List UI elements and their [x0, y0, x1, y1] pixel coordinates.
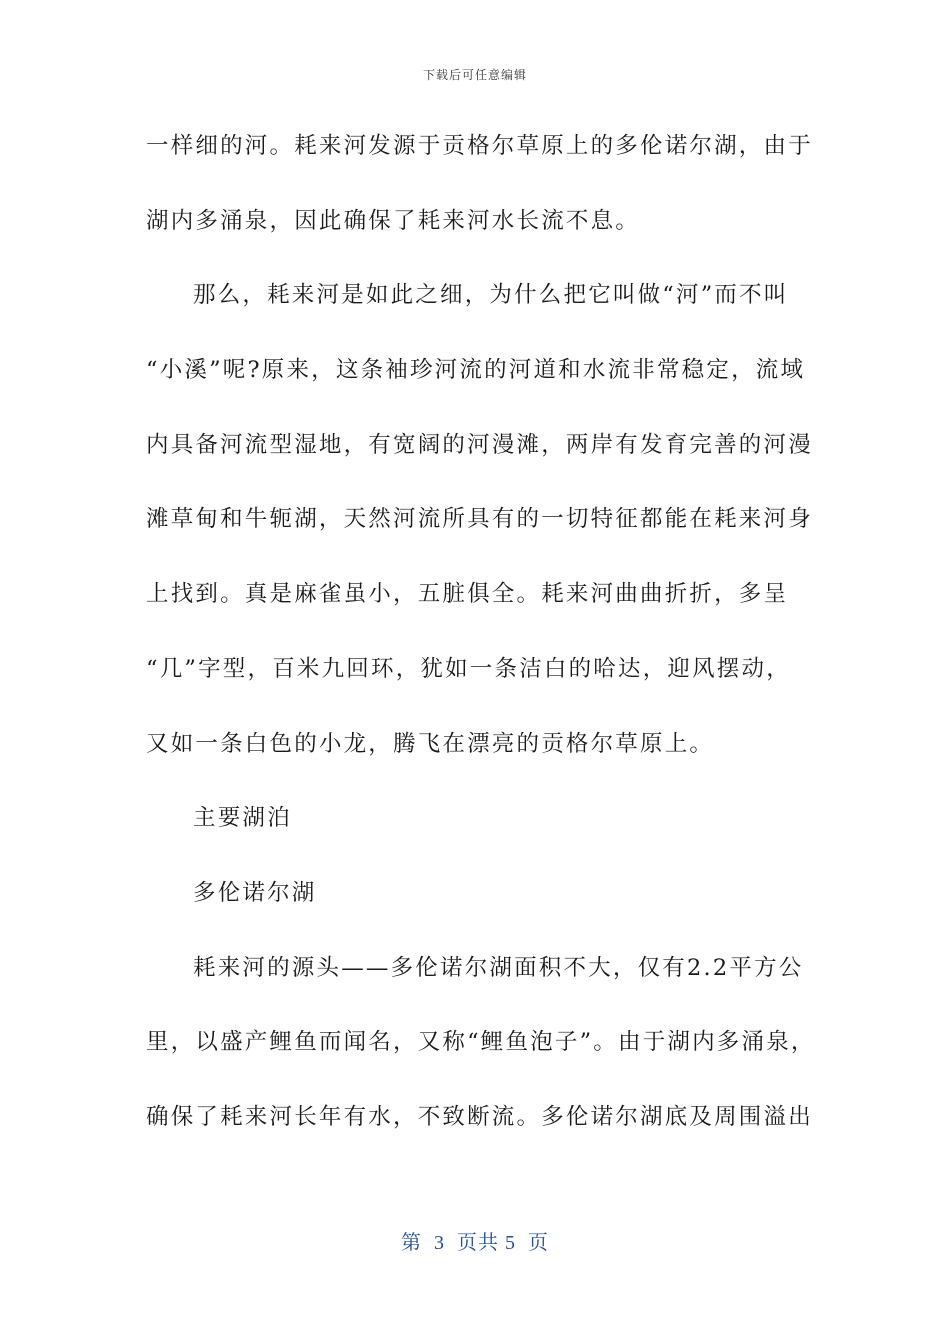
text-line-7: 上找到。真是麻雀虽小，五脏俱全。耗来河曲曲折折，多呈 [146, 581, 789, 608]
subheading-lake-name: 多伦诺尔湖 [193, 879, 317, 906]
text-line-6: 滩草甸和牛轭湖，天然河流所具有的一切特征都能在耗来河身 [146, 506, 813, 533]
text-line-12: 耗来河的源头——多伦诺尔湖面积不大，仅有2.2平方公 [193, 954, 804, 981]
text-line-13: 里，以盛产鲤鱼而闻名，又称“鲤鱼泡子”。由于湖内多涌泉， [146, 1029, 816, 1056]
text-line-2: 湖内多涌泉，因此确保了耗来河水长流不息。 [146, 207, 641, 234]
page-number-footer: 第 3 页共 5 页 [401, 1232, 549, 1254]
body-text [146, 124, 816, 1170]
text-line-14: 确保了耗来河长年有水，不致断流。多伦诺尔湖底及周围溢出 [146, 1103, 813, 1130]
text-line-5: 内具备河流型湿地，有宽阔的河漫滩，两岸有发育完善的河漫 [146, 431, 813, 458]
text-line-4: “小溪”呢?原来，这条袖珍河流的河道和水流非常稳定，流域 [146, 357, 806, 384]
section-heading-lakes: 主要湖泊 [193, 805, 292, 832]
text-line-9: 又如一条白色的小龙，腾飞在漂亮的贡格尔草原上。 [146, 730, 715, 757]
text-line-1: 一样细的河。耗来河发源于贡格尔草原上的多伦诺尔湖，由于 [146, 133, 813, 159]
header-note: 下载后可任意编辑 [422, 68, 527, 82]
text-line-3: 那么，耗来河是如此之细，为什么把它叫做“河”而不叫 [193, 282, 789, 309]
text-line-8: “几”字型，百米九回环，犹如一条洁白的哈达，迎风摆动， [146, 655, 791, 682]
